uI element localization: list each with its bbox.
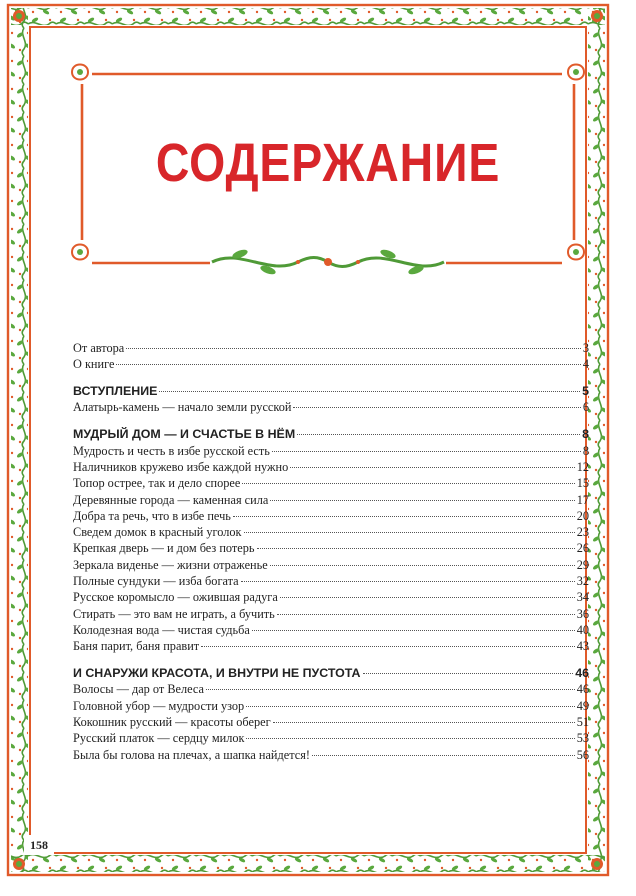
toc-entry-row (73, 356, 589, 372)
dot-leader (252, 630, 575, 631)
toc-page-number: 12 (576, 459, 589, 474)
toc-entry-row (73, 443, 589, 459)
toc-entry-row (73, 508, 589, 524)
toc-entry-row (73, 747, 589, 763)
toc-page-number: 17 (576, 492, 589, 507)
toc-title: Русское коромысло — ожившая радуга (73, 590, 278, 605)
toc-entry-row (73, 524, 589, 540)
dot-leader (280, 597, 575, 598)
toc-title: Полные сундуки — изба богата (73, 574, 239, 589)
dot-leader (297, 434, 580, 435)
toc-title: МУДРЫЙ ДОМ — И СЧАСТЬЕ В НЁМ (73, 427, 296, 442)
toc-title: Волосы — дар от Велеса (73, 682, 204, 697)
toc-page-number: 46 (576, 682, 589, 697)
toc-title: Головной убор — мудрости узор (73, 698, 245, 713)
dot-leader (206, 689, 575, 690)
toc-section-row (73, 383, 589, 399)
toc-page-number: 5 (582, 384, 589, 399)
toc-entry-row (73, 340, 589, 356)
toc-page-number: 23 (576, 525, 589, 540)
toc-entry-row (73, 714, 589, 730)
dot-leader (270, 565, 575, 566)
toc-entry-row (73, 475, 589, 491)
dot-leader (277, 614, 575, 615)
toc-page-number: 36 (576, 606, 589, 621)
toc-page-number: 3 (582, 341, 589, 355)
toc-entry-row (73, 492, 589, 508)
dot-leader (290, 467, 574, 468)
toc-page-number: 8 (582, 443, 589, 458)
toc-entry-row (73, 622, 589, 638)
toc-entry-row (73, 399, 589, 415)
dot-leader (257, 548, 575, 549)
toc-page-number: 46 (575, 666, 589, 681)
toc-title: Топор острее, так и дело спорее (73, 476, 241, 491)
toc-page-number: 49 (576, 698, 589, 713)
toc-title: Стирать — это вам не играть, а бучить (73, 606, 275, 621)
dot-leader (272, 451, 581, 452)
toc-entry-row (73, 573, 589, 589)
toc-entry-row (73, 730, 589, 746)
toc-page-number: 51 (576, 715, 589, 730)
toc-title: Баня парит, баня правит (73, 639, 200, 654)
dot-leader (241, 581, 575, 582)
page-number: 158 (24, 835, 54, 855)
dot-leader (273, 722, 575, 723)
toc-title: Была бы голова на плечах, а шапка найдется! (73, 747, 310, 762)
toc-title: От автора (73, 341, 125, 355)
toc-title: Деревянные города — каменная сила (73, 492, 269, 507)
toc-page-number: 20 (576, 508, 589, 523)
table-of-contents (73, 340, 589, 763)
toc-page-number: 15 (576, 476, 589, 491)
toc-page-number: 56 (576, 747, 589, 762)
dot-leader (233, 516, 575, 517)
dot-leader (126, 348, 581, 349)
toc-spacer (73, 416, 589, 427)
toc-title: Сведем домок в красный уголок (73, 525, 242, 540)
dot-leader (201, 646, 575, 647)
toc-title: Русский платок — сердцу милок (73, 731, 245, 746)
toc-page-number: 6 (582, 400, 589, 415)
dot-leader (293, 407, 580, 408)
toc-title: И СНАРУЖИ КРАСОТА, И ВНУТРИ НЕ ПУСТОТА (73, 666, 361, 681)
toc-page-number: 4 (582, 357, 589, 372)
page-title: СОДЕРЖАНИЕ (155, 133, 501, 193)
dot-leader (363, 673, 574, 674)
toc-section-row (73, 426, 589, 442)
toc-spacer (73, 655, 589, 666)
toc-title: Алатырь-камень — начало земли русской (73, 400, 292, 415)
toc-title: Добра та речь, что в избе печь (73, 508, 231, 523)
dot-leader (159, 391, 580, 392)
toc-entry-row (73, 606, 589, 622)
toc-title: Колодезная вода — чистая судьба (73, 622, 250, 637)
dot-leader (116, 364, 580, 365)
toc-entry-row (73, 540, 589, 556)
dot-leader (246, 738, 574, 739)
toc-title: Крепкая дверь — и дом без потерь (73, 541, 255, 556)
toc-title: ВСТУПЛЕНИЕ (73, 384, 158, 399)
toc-page-number: 26 (576, 541, 589, 556)
toc-title: О книге (73, 357, 115, 372)
dot-leader (244, 532, 575, 533)
dot-leader (242, 483, 574, 484)
toc-title: Мудрость и честь в избе русской есть (73, 443, 270, 458)
toc-entry-row (73, 698, 589, 714)
title-box (68, 72, 588, 267)
toc-page-number: 32 (576, 574, 589, 589)
dot-leader (246, 706, 574, 707)
dot-leader (312, 755, 575, 756)
dot-leader (270, 500, 574, 501)
toc-spacer (73, 373, 589, 384)
toc-entry-row (73, 681, 589, 697)
toc-title: Зеркала виденье — жизни отраженье (73, 557, 268, 572)
toc-page-number: 53 (576, 731, 589, 746)
toc-entry-row (73, 459, 589, 475)
toc-page-number: 43 (576, 639, 589, 654)
toc-entry-row (73, 638, 589, 654)
toc-entry-row (73, 589, 589, 605)
toc-page-number: 8 (582, 427, 589, 442)
toc-entry-row (73, 557, 589, 573)
toc-title: Кокошник русский — красоты оберег (73, 715, 271, 730)
toc-section-row (73, 665, 589, 681)
toc-page-number: 40 (576, 622, 589, 637)
toc-page-number: 34 (576, 590, 589, 605)
toc-page-number: 29 (576, 557, 589, 572)
toc-title: Наличников кружево избе каждой нужно (73, 459, 289, 474)
